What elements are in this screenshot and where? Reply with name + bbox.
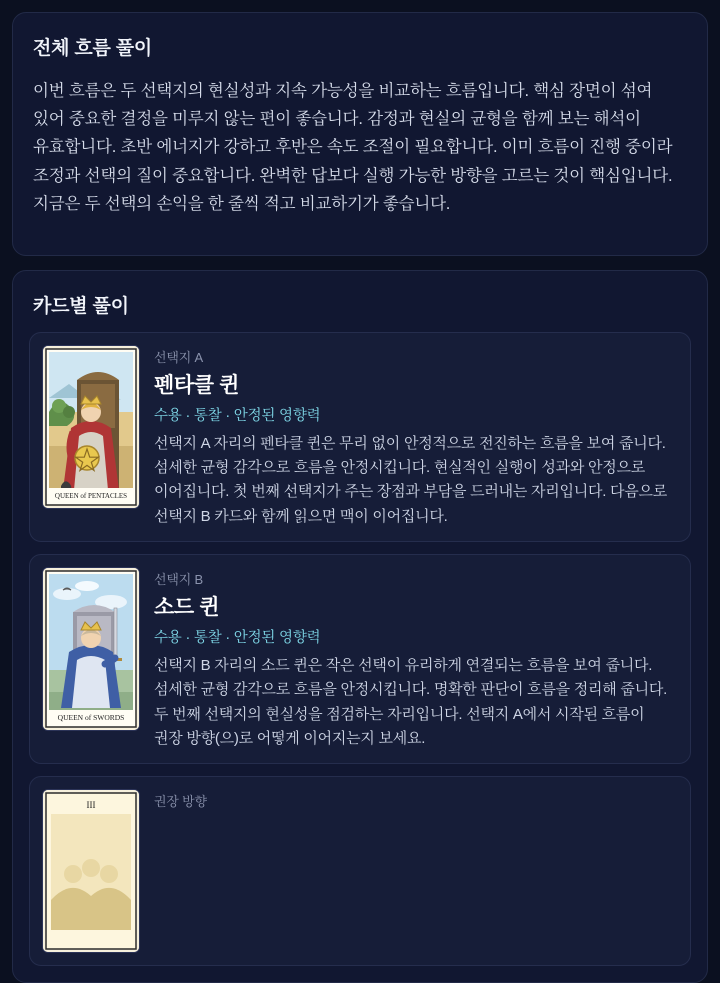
svg-text:QUEEN of SWORDS: QUEEN of SWORDS (57, 713, 125, 723)
card-description: 선택지 B 자리의 소드 퀸은 작은 선택이 유리하게 연결되는 흐름을 보여 줍니다. 섬세한 균형 감각으로 흐름을 안정시킵니다. 명확한 판단이 흐름을 정리해 줍니다. 두 번째 선택지의 현실성을 점검하는 자리입니다. 선택지 A에서 시작된 흐름이 권장 방향(으)로 어떻게 이어지는지 보세요. (154, 657, 668, 747)
svg-text:QUEEN of PENTACLES: QUEEN of PENTACLES (54, 491, 128, 500)
card-name: 소드 퀸 (154, 596, 220, 620)
card-entry[interactable] (29, 332, 691, 542)
card-slot-label: 선택지 B (154, 572, 203, 588)
card-entry-body (154, 345, 676, 529)
card-entry-body (154, 789, 676, 953)
card-entry[interactable] (29, 554, 691, 764)
overall-reading-title: 전체 흐름 풀이 (33, 38, 153, 59)
card-name: 펜타클 퀸 (154, 373, 239, 397)
tarot-card-image-three-of-cups[interactable] (42, 789, 140, 953)
per-card-reading-panel (12, 270, 708, 983)
tarot-card-image-queen-of-swords[interactable] (42, 567, 140, 731)
card-keywords: 수용 · 통찰 · 안정된 영향력 (154, 630, 321, 647)
card-slot-label: 권장 방향 (154, 794, 207, 810)
overall-reading-body: 이번 흐름은 두 선택지의 현실성과 지속 가능성을 비교하는 흐름입니다. 핵심 장면이 섞여 있어 중요한 결정을 미루지 않는 편이 좋습니다. 감정과 현실의 균형을 함께 보는 해석이 유효합니다. 초반 에너지가 강하고 후반은 속도 조절이 필요합니다. 이미 흐름이 진행 중이라 조정과 선택의 질이 중요합니다. 완벽한 답보다 실행 가능한 방향을 고르는 것이 핵심입니다. 지금은 두 선택의 손익을 한 줄씩 적고 비교하기가 좋습니다. (33, 81, 673, 213)
card-slot-label: 선택지 A (154, 349, 203, 365)
card-entry-body (154, 567, 676, 751)
overall-reading-panel (12, 12, 708, 256)
card-entry[interactable] (29, 776, 691, 966)
tarot-card-image-queen-of-pentacles[interactable] (42, 345, 140, 509)
card-keywords: 수용 · 통찰 · 안정된 영향력 (154, 407, 321, 424)
card-description: 선택지 A 자리의 펜타클 퀸은 무리 없이 안정적으로 전진하는 흐름을 보여 줍니다. 섬세한 균형 감각으로 흐름을 안정시킵니다. 현실적인 실행이 성과와 안정으로 이어집니다. 첫 번째 선택지가 주는 장점과 부담을 드러내는 자리입니다. 다음으로 선택지 B 카드와 함께 읽으면 맥이 이어집니다. (154, 434, 668, 525)
svg-text:III: III (86, 800, 96, 811)
per-card-reading-title: 카드별 풀이 (33, 295, 129, 317)
